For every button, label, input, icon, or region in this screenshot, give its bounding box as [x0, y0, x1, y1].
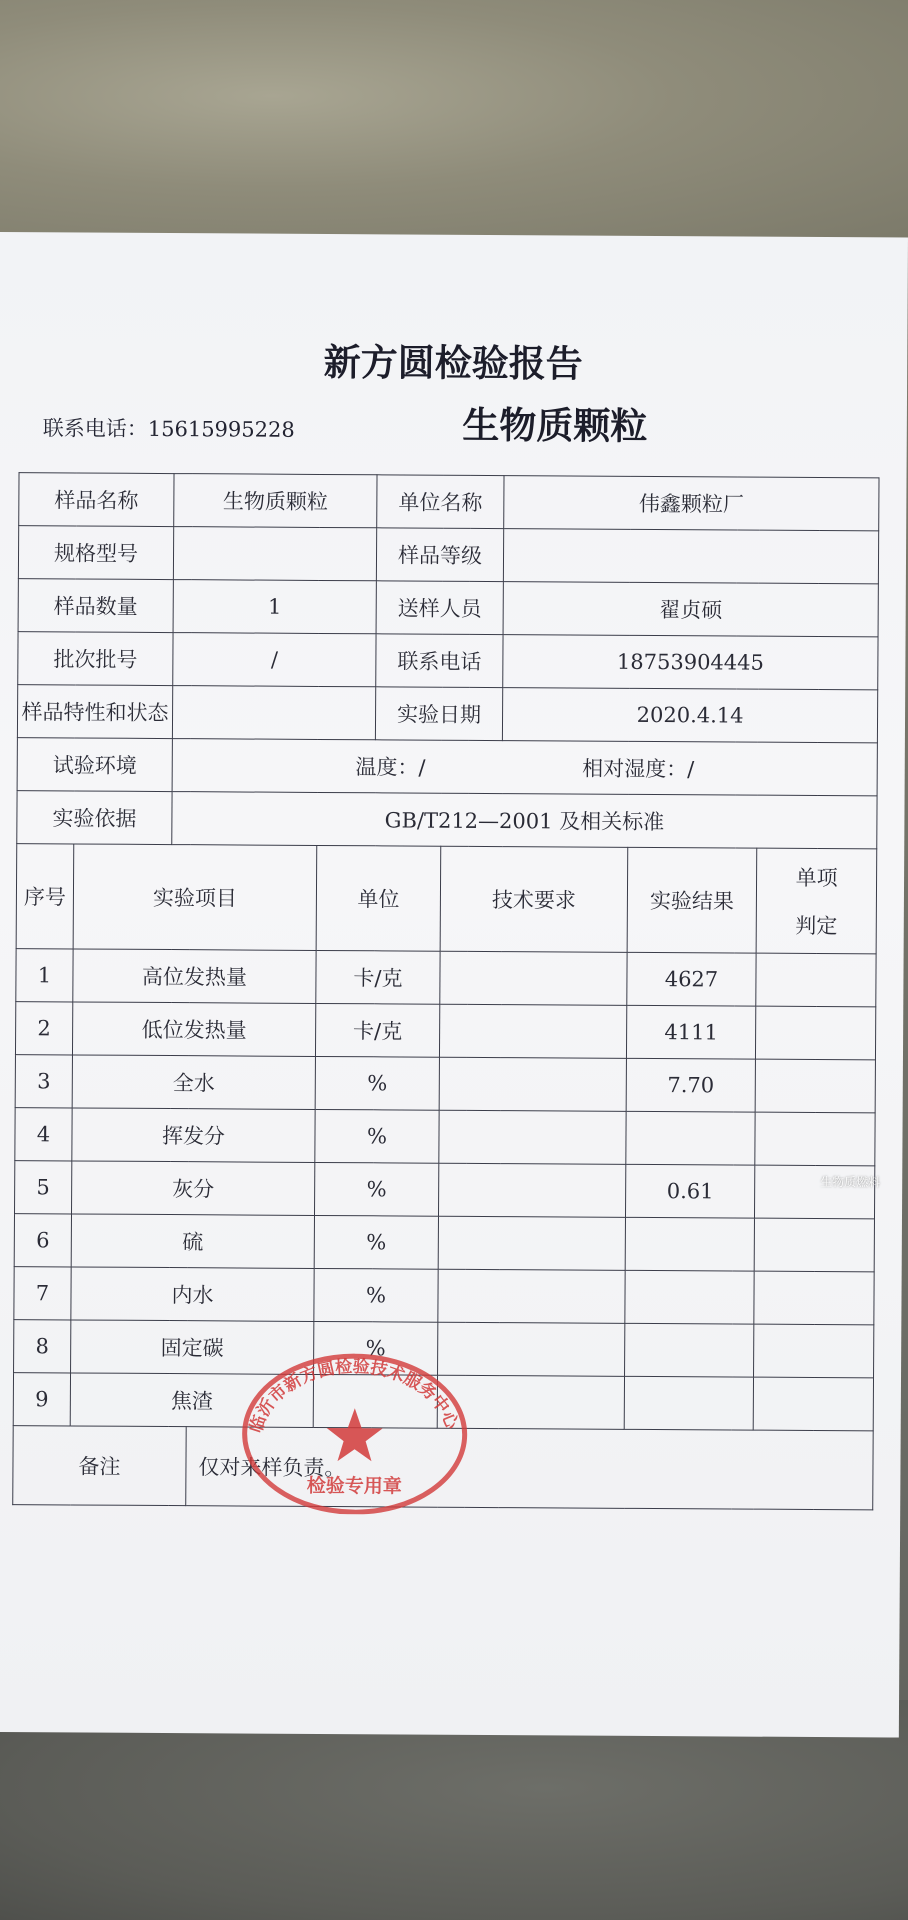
remarks-text: 仅对来样负责。 — [186, 1427, 874, 1510]
basis-label: 实验依据 — [17, 791, 172, 845]
col-header-seq: 序号 — [16, 844, 74, 949]
contact-number: 15615995228 — [147, 416, 295, 442]
row-seq: 3 — [15, 1055, 72, 1108]
quantity-label: 样品数量 — [18, 579, 173, 633]
quantity-value: 1 — [173, 580, 376, 634]
row-seq: 5 — [15, 1161, 72, 1214]
sender-value: 翟贞硕 — [503, 582, 878, 637]
info-row — [18, 526, 878, 584]
row-item: 全水 — [72, 1055, 315, 1109]
watermark-text: 生物质燃料 — [820, 1175, 881, 1190]
row-item: 低位发热量 — [72, 1002, 315, 1056]
env-label: 试验环境 — [17, 738, 172, 792]
row-seq: 1 — [16, 949, 73, 1002]
row-result — [624, 1376, 753, 1430]
temperature-value: 温度：/ — [355, 755, 426, 780]
sample-name-value: 生物质颗粒 — [174, 474, 377, 528]
results-header-row — [16, 844, 877, 954]
row-result — [626, 1111, 755, 1165]
row-result: 4111 — [626, 1005, 755, 1059]
table-row — [14, 1267, 874, 1325]
col-header-item: 实验项目 — [73, 844, 317, 950]
env-value — [172, 739, 877, 796]
row-judge — [755, 1059, 875, 1113]
basis-value: GB/T212—2001 及相关标准 — [172, 792, 877, 849]
row-item: 内水 — [71, 1267, 314, 1321]
row-requirement — [439, 1163, 626, 1217]
date-label: 实验日期 — [375, 687, 502, 741]
humidity-value: 相对湿度：/ — [582, 756, 695, 782]
grade-value — [503, 529, 878, 584]
unit-name-value: 伟鑫颗粒厂 — [504, 476, 879, 531]
sample-name-label: 样品名称 — [19, 473, 174, 527]
state-value — [172, 686, 375, 740]
row-result — [625, 1217, 754, 1271]
row-unit: % — [315, 1056, 439, 1110]
report-paper — [0, 232, 908, 1738]
row-judge — [755, 1112, 875, 1166]
remarks-label: 备注 — [13, 1426, 186, 1506]
info-row — [19, 473, 879, 531]
row-result: 7.70 — [626, 1058, 755, 1112]
row-seq: 7 — [14, 1267, 71, 1320]
row-requirement — [439, 1057, 626, 1111]
row-result: 4627 — [627, 952, 756, 1006]
phone-label: 联系电话 — [376, 634, 503, 688]
col-header-unit: 单位 — [316, 845, 441, 951]
svg-text:临沂市新方圆检验技术服务中心: 临沂市新方圆检验技术服务中心 — [246, 1356, 462, 1436]
row-requirement — [440, 951, 627, 1005]
row-judge — [754, 1271, 874, 1325]
table-row — [15, 1161, 875, 1219]
col-header-judge — [756, 848, 877, 954]
state-label: 样品特性和状态 — [17, 685, 172, 739]
contact-line — [43, 412, 295, 444]
row-item: 高位发热量 — [73, 949, 316, 1003]
star-icon — [326, 1408, 382, 1461]
row-judge — [753, 1377, 873, 1431]
row-seq: 8 — [14, 1320, 71, 1373]
concrete-background-top — [0, 0, 908, 240]
report-subtitle: 生物质颗粒 — [462, 403, 648, 448]
row-unit: 卡/克 — [315, 1003, 439, 1057]
contact-label: 联系电话： — [42, 416, 148, 441]
table-row — [15, 1002, 875, 1060]
row-requirement — [439, 1110, 626, 1164]
table-row — [15, 1108, 875, 1166]
row-requirement — [438, 1269, 625, 1323]
row-unit: % — [314, 1268, 438, 1322]
row-judge — [754, 1218, 874, 1272]
report-title: 新方圆检验报告 — [323, 340, 583, 386]
info-row — [18, 579, 878, 637]
row-result: 0.61 — [626, 1164, 755, 1218]
row-unit: % — [314, 1321, 438, 1375]
col-header-judge-line2: 判定 — [795, 913, 838, 939]
row-seq: 4 — [15, 1108, 72, 1161]
row-seq: 6 — [14, 1214, 71, 1267]
basis-row — [17, 791, 877, 849]
spec-value — [173, 527, 376, 581]
info-row — [18, 632, 878, 690]
row-unit: % — [314, 1162, 438, 1216]
row-item: 焦渣 — [70, 1373, 313, 1427]
phone-value: 18753904445 — [503, 635, 878, 690]
row-requirement — [439, 1004, 626, 1058]
row-unit: % — [314, 1215, 438, 1269]
row-requirement — [438, 1216, 625, 1270]
sender-label: 送样人员 — [376, 581, 503, 635]
row-item: 固定碳 — [71, 1320, 314, 1374]
row-result — [625, 1323, 754, 1377]
row-item: 灰分 — [72, 1161, 315, 1215]
row-seq: 9 — [13, 1373, 70, 1426]
svg-text:检验专用章: 检验专用章 — [306, 1474, 402, 1498]
col-header-requirement: 技术要求 — [440, 846, 628, 952]
row-judge — [756, 953, 876, 1007]
row-judge — [754, 1324, 874, 1378]
table-row — [15, 1055, 875, 1113]
col-header-judge-line1: 单项 — [795, 865, 838, 891]
info-row — [17, 685, 877, 743]
row-item: 硫 — [71, 1214, 314, 1268]
row-item: 挥发分 — [72, 1108, 315, 1162]
row-result — [625, 1270, 754, 1324]
batch-value: / — [173, 633, 376, 687]
row-unit: % — [315, 1109, 439, 1163]
row-unit: 卡/克 — [316, 950, 440, 1004]
row-judge — [755, 1006, 875, 1060]
unit-name-label: 单位名称 — [377, 475, 504, 529]
official-seal-stamp — [238, 1345, 471, 1514]
batch-label: 批次批号 — [18, 632, 173, 686]
grade-label: 样品等级 — [376, 528, 503, 582]
row-seq: 2 — [15, 1002, 72, 1055]
table-row — [14, 1214, 874, 1272]
spec-label: 规格型号 — [18, 526, 173, 580]
date-value: 2020.4.14 — [502, 688, 877, 743]
col-header-result: 实验结果 — [627, 847, 757, 953]
table-row — [16, 949, 876, 1007]
env-row — [17, 738, 877, 796]
